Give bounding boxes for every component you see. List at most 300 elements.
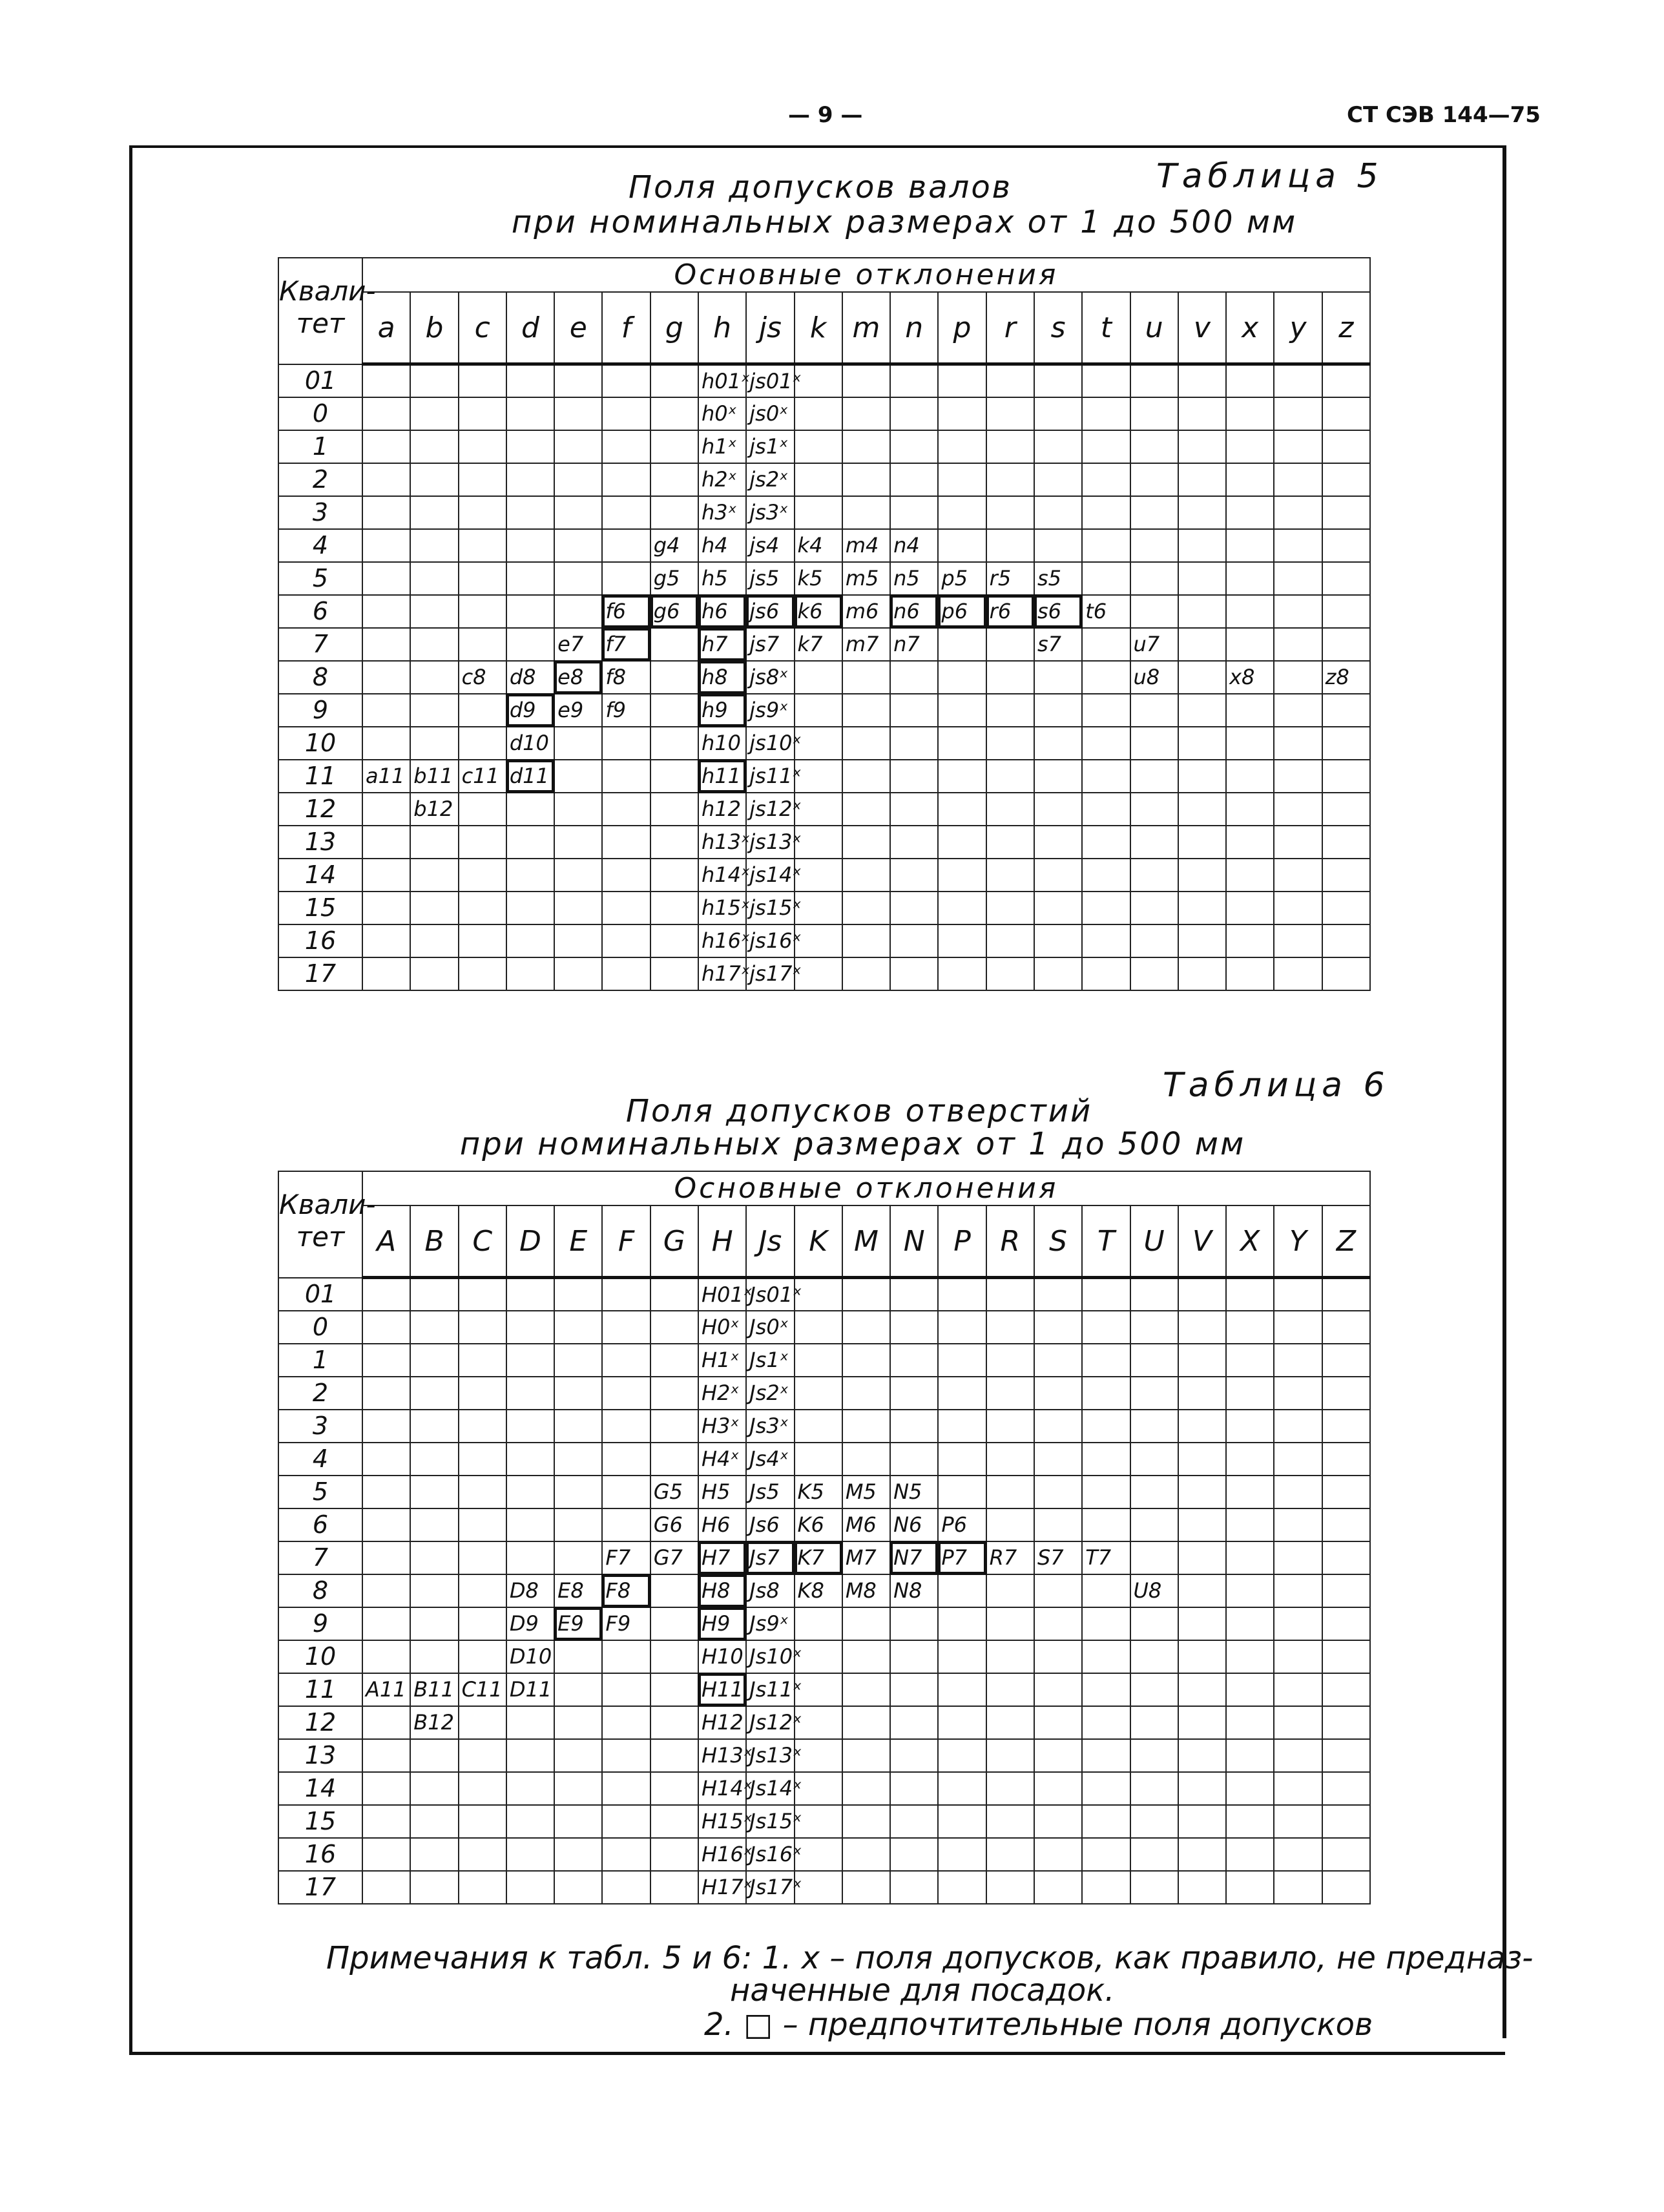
- tolerance-cell: [1274, 1377, 1322, 1410]
- tolerance-cell: [506, 1311, 554, 1344]
- table-row: [278, 496, 1370, 529]
- table5-title-line1: Поля допусков валов: [629, 169, 1012, 205]
- tolerance-cell: [602, 892, 650, 924]
- table-row: [278, 529, 1370, 562]
- tolerance-cell: [410, 1871, 458, 1904]
- table6-quality-label: 13: [278, 1739, 362, 1772]
- tolerance-cell: [554, 1673, 602, 1706]
- tolerance-cell: D11: [506, 1673, 554, 1706]
- tolerance-cell: Js11ˣ: [746, 1673, 794, 1706]
- tolerance-cell: [602, 727, 650, 760]
- tolerance-cell: [410, 595, 458, 628]
- tolerance-cell: [459, 694, 506, 727]
- tolerance-cell: [1178, 529, 1226, 562]
- tolerance-cell: [1082, 1706, 1130, 1739]
- tolerance-cell: [1322, 1476, 1370, 1508]
- tolerance-cell: [459, 957, 506, 990]
- tolerance-cell: [795, 496, 842, 529]
- tolerance-cell: [1130, 957, 1178, 990]
- tolerance-cell: [1082, 1476, 1130, 1508]
- table5-deviation-header: h: [698, 292, 746, 364]
- frame-top: [129, 145, 1505, 148]
- tolerance-cell: [1034, 496, 1082, 529]
- tolerance-cell: s7: [1034, 628, 1082, 661]
- tolerance-cell: [938, 463, 986, 496]
- tolerance-cell: F8: [602, 1574, 650, 1607]
- tolerance-cell: [506, 1344, 554, 1377]
- tolerance-cell: Js7: [746, 1541, 794, 1574]
- tolerance-cell: [938, 1640, 986, 1673]
- tolerance-cell: h13ˣ: [698, 826, 746, 859]
- table6-quality-label: 12: [278, 1706, 362, 1739]
- tolerance-cell: js7: [746, 628, 794, 661]
- tolerance-cell: [842, 826, 890, 859]
- tolerance-cell: [1082, 661, 1130, 694]
- tolerance-cell: [362, 1871, 410, 1904]
- tolerance-cell: [1082, 1574, 1130, 1607]
- tolerance-cell: [459, 1871, 506, 1904]
- tolerance-cell: [938, 1673, 986, 1706]
- table6-deviation-header: H: [698, 1205, 746, 1278]
- tolerance-cell: [986, 859, 1034, 892]
- tolerance-cell: [602, 496, 650, 529]
- tolerance-cell: [506, 1410, 554, 1443]
- tolerance-cell: [506, 1443, 554, 1476]
- tolerance-cell: [459, 595, 506, 628]
- table6-quality-label: 7: [278, 1541, 362, 1574]
- tolerance-cell: [890, 463, 938, 496]
- tolerance-cell: [506, 1772, 554, 1805]
- tolerance-cell: [986, 397, 1034, 430]
- tolerance-cell: [554, 727, 602, 760]
- tolerance-cell: [554, 529, 602, 562]
- tolerance-cell: [410, 1838, 458, 1871]
- tolerance-cell: b11: [410, 760, 458, 793]
- tolerance-cell: [602, 1772, 650, 1805]
- tolerance-cell: [554, 1772, 602, 1805]
- tolerance-cell: [1322, 1640, 1370, 1673]
- tolerance-cell: [410, 1278, 458, 1311]
- tolerance-cell: m4: [842, 529, 890, 562]
- tolerance-cell: [842, 1838, 890, 1871]
- tolerance-cell: Js17ˣ: [746, 1871, 794, 1904]
- tolerance-cell: H01ˣ: [698, 1278, 746, 1311]
- tolerance-cell: [1274, 957, 1322, 990]
- tolerance-cell: [459, 562, 506, 595]
- tolerance-cell: [1034, 1772, 1082, 1805]
- tolerance-cell: [1274, 760, 1322, 793]
- tolerance-cell: js6: [746, 595, 794, 628]
- table-row: [278, 826, 1370, 859]
- tolerance-cell: [1130, 1706, 1178, 1739]
- table5-deviation-header: s: [1034, 292, 1082, 364]
- table5-quality-label: 01: [278, 364, 362, 397]
- tolerance-cell: [602, 1443, 650, 1476]
- tolerance-cell: [1034, 1640, 1082, 1673]
- tolerance-cell: c8: [459, 661, 506, 694]
- tolerance-cell: [410, 628, 458, 661]
- tolerance-cell: [1226, 463, 1274, 496]
- tolerance-cell: [986, 628, 1034, 661]
- tolerance-cell: [459, 1640, 506, 1673]
- table5-deviation-header: e: [554, 292, 602, 364]
- tolerance-cell: [1178, 760, 1226, 793]
- table6-quality-label: 9: [278, 1607, 362, 1640]
- tolerance-cell: [842, 364, 890, 397]
- table-row: [278, 364, 1370, 397]
- tolerance-cell: [410, 1443, 458, 1476]
- tolerance-cell: [1322, 1508, 1370, 1541]
- tolerance-cell: [554, 562, 602, 595]
- tolerance-cell: [842, 924, 890, 957]
- tolerance-cell: [1130, 727, 1178, 760]
- tolerance-cell: [1130, 562, 1178, 595]
- tolerance-cell: [1034, 529, 1082, 562]
- tolerance-cell: [1082, 430, 1130, 463]
- table6-quality-label: 4: [278, 1443, 362, 1476]
- tolerance-cell: [1034, 1278, 1082, 1311]
- tolerance-cell: [1130, 694, 1178, 727]
- tolerance-cell: [1274, 793, 1322, 826]
- tolerance-cell: [459, 727, 506, 760]
- tolerance-cell: h10: [698, 727, 746, 760]
- tolerance-cell: [1034, 397, 1082, 430]
- tolerance-cell: js10ˣ: [746, 727, 794, 760]
- tolerance-cell: [1034, 694, 1082, 727]
- tolerance-cell: [410, 397, 458, 430]
- tolerance-cell: H0ˣ: [698, 1311, 746, 1344]
- tolerance-cell: [1082, 529, 1130, 562]
- tolerance-cell: [1178, 628, 1226, 661]
- tolerance-cell: [842, 727, 890, 760]
- tolerance-cell: [362, 1508, 410, 1541]
- tolerance-cell: [1034, 924, 1082, 957]
- tolerance-cell: f6: [602, 595, 650, 628]
- tolerance-cell: [410, 1805, 458, 1838]
- tolerance-cell: [1178, 826, 1226, 859]
- tolerance-cell: [459, 1278, 506, 1311]
- tolerance-cell: [842, 1311, 890, 1344]
- tolerance-cell: [362, 1541, 410, 1574]
- tolerance-cell: [602, 793, 650, 826]
- tolerance-cell: n5: [890, 562, 938, 595]
- tolerance-cell: [890, 727, 938, 760]
- tolerance-cell: H4ˣ: [698, 1443, 746, 1476]
- tolerance-cell: [602, 397, 650, 430]
- tolerance-cell: [986, 1706, 1034, 1739]
- tolerance-cell: [1226, 1344, 1274, 1377]
- tolerance-cell: [986, 1311, 1034, 1344]
- tolerance-cell: [554, 1443, 602, 1476]
- tolerance-cell: [986, 1640, 1034, 1673]
- tolerance-cell: [986, 694, 1034, 727]
- tolerance-cell: [1034, 1443, 1082, 1476]
- tolerance-cell: [410, 364, 458, 397]
- tolerance-cell: [459, 628, 506, 661]
- tolerance-cell: [1034, 1739, 1082, 1772]
- tolerance-cell: [554, 430, 602, 463]
- tolerance-cell: [1274, 463, 1322, 496]
- tolerance-cell: [362, 892, 410, 924]
- tolerance-cell: u8: [1130, 661, 1178, 694]
- tolerance-cell: [1274, 1805, 1322, 1838]
- tolerance-cell: [986, 1344, 1034, 1377]
- table6-quality-label: 5: [278, 1476, 362, 1508]
- tolerance-cell: [986, 1838, 1034, 1871]
- tolerance-cell: [890, 1344, 938, 1377]
- tolerance-cell: [890, 1739, 938, 1772]
- table6-quality-label: 3: [278, 1410, 362, 1443]
- note-line3: 2. □ – предпочтительные поля допусков: [704, 2007, 1373, 2043]
- tolerance-cell: [554, 1377, 602, 1410]
- tolerance-cell: h9: [698, 694, 746, 727]
- table-row: [278, 397, 1370, 430]
- tolerance-cell: [459, 1772, 506, 1805]
- table-row: [278, 1838, 1370, 1871]
- tolerance-cell: [1226, 1739, 1274, 1772]
- table5-deviation-header: g: [650, 292, 698, 364]
- tolerance-cell: [1130, 826, 1178, 859]
- tolerance-cell: [1130, 859, 1178, 892]
- tolerance-cell: [1130, 1871, 1178, 1904]
- tolerance-cell: [1034, 1377, 1082, 1410]
- tolerance-cell: [1322, 892, 1370, 924]
- tolerance-cell: [890, 1443, 938, 1476]
- tolerance-cell: [938, 364, 986, 397]
- tolerance-cell: [410, 430, 458, 463]
- tolerance-cell: H12: [698, 1706, 746, 1739]
- tolerance-cell: [554, 1871, 602, 1904]
- tolerance-cell: [1034, 859, 1082, 892]
- tolerance-cell: [362, 1377, 410, 1410]
- tolerance-cell: [795, 1607, 842, 1640]
- table-row: [278, 1739, 1370, 1772]
- tolerance-cell: [842, 1673, 890, 1706]
- tolerance-cell: [1034, 661, 1082, 694]
- tolerance-cell: [1130, 1673, 1178, 1706]
- tolerance-cell: [795, 694, 842, 727]
- tolerance-cell: [1178, 957, 1226, 990]
- tolerance-cell: [938, 496, 986, 529]
- tolerance-cell: e8: [554, 661, 602, 694]
- tolerance-cell: [1034, 1574, 1082, 1607]
- tolerance-cell: [506, 1476, 554, 1508]
- tolerance-cell: [1322, 529, 1370, 562]
- tolerance-cell: [1130, 1772, 1178, 1805]
- tolerance-cell: m7: [842, 628, 890, 661]
- tolerance-cell: [938, 1278, 986, 1311]
- table-row: [278, 1607, 1370, 1640]
- tolerance-cell: [410, 1410, 458, 1443]
- table-row: [278, 1377, 1370, 1410]
- tolerance-cell: [1226, 1640, 1274, 1673]
- tolerance-cell: [459, 1607, 506, 1640]
- tolerance-cell: [362, 661, 410, 694]
- tolerance-cell: [1178, 694, 1226, 727]
- tolerance-cell: [1034, 793, 1082, 826]
- tolerance-cell: [554, 1508, 602, 1541]
- tolerance-cell: K7: [795, 1541, 842, 1574]
- tolerance-cell: [362, 924, 410, 957]
- tolerance-cell: [1178, 1508, 1226, 1541]
- table5: [278, 257, 1371, 991]
- table5-quality-label: 0: [278, 397, 362, 430]
- tolerance-cell: [362, 595, 410, 628]
- table6-deviation-header: Y: [1274, 1205, 1322, 1278]
- tolerance-cell: [986, 957, 1034, 990]
- tolerance-cell: [1082, 694, 1130, 727]
- tolerance-cell: [1178, 661, 1226, 694]
- tolerance-cell: [986, 1805, 1034, 1838]
- tolerance-cell: [986, 364, 1034, 397]
- table6-deviation-header: K: [795, 1205, 842, 1278]
- tolerance-cell: N6: [890, 1508, 938, 1541]
- tolerance-cell: [554, 793, 602, 826]
- tolerance-cell: [1322, 1574, 1370, 1607]
- table5-group-header: Основные отклонения: [362, 258, 1370, 292]
- tolerance-cell: [986, 1574, 1034, 1607]
- tolerance-cell: Js01ˣ: [746, 1278, 794, 1311]
- tolerance-cell: [1034, 1871, 1082, 1904]
- tolerance-cell: [890, 397, 938, 430]
- tolerance-cell: [362, 694, 410, 727]
- tolerance-cell: [459, 1508, 506, 1541]
- tolerance-cell: [986, 793, 1034, 826]
- tolerance-cell: [986, 1377, 1034, 1410]
- tolerance-cell: h8: [698, 661, 746, 694]
- tolerance-cell: [842, 793, 890, 826]
- tolerance-cell: [1034, 1607, 1082, 1640]
- tolerance-cell: [602, 1673, 650, 1706]
- tolerance-cell: [1226, 1377, 1274, 1410]
- tolerance-cell: Js14ˣ: [746, 1772, 794, 1805]
- tolerance-cell: [842, 1443, 890, 1476]
- tolerance-cell: [362, 957, 410, 990]
- tolerance-cell: [1274, 892, 1322, 924]
- tolerance-cell: P6: [938, 1508, 986, 1541]
- table-row: [278, 1574, 1370, 1607]
- tolerance-cell: [938, 1706, 986, 1739]
- tolerance-cell: [1226, 1410, 1274, 1443]
- tolerance-cell: [1034, 1410, 1082, 1443]
- tolerance-cell: [938, 1607, 986, 1640]
- table5-deviation-header: k: [795, 292, 842, 364]
- tolerance-cell: H10: [698, 1640, 746, 1673]
- tolerance-cell: [1178, 1871, 1226, 1904]
- table6-deviation-header: D: [506, 1205, 554, 1278]
- tolerance-cell: [986, 892, 1034, 924]
- tolerance-cell: [554, 760, 602, 793]
- tolerance-cell: [410, 463, 458, 496]
- table6-deviation-header: Z: [1322, 1205, 1370, 1278]
- table-row: [278, 628, 1370, 661]
- tolerance-cell: [602, 1410, 650, 1443]
- tolerance-cell: [1082, 727, 1130, 760]
- tolerance-cell: [554, 826, 602, 859]
- tolerance-cell: [410, 892, 458, 924]
- tolerance-cell: [650, 628, 698, 661]
- tolerance-cell: [986, 1508, 1034, 1541]
- tolerance-cell: g5: [650, 562, 698, 595]
- tolerance-cell: [1274, 924, 1322, 957]
- tolerance-cell: [842, 496, 890, 529]
- tolerance-cell: [506, 628, 554, 661]
- tolerance-cell: [459, 1838, 506, 1871]
- tolerance-cell: H5: [698, 1476, 746, 1508]
- tolerance-cell: [650, 1805, 698, 1838]
- tolerance-cell: [1322, 760, 1370, 793]
- table-row: [278, 760, 1370, 793]
- tolerance-cell: H1ˣ: [698, 1344, 746, 1377]
- tolerance-cell: js4: [746, 529, 794, 562]
- tolerance-cell: [1226, 1805, 1274, 1838]
- table5-deviation-header: r: [986, 292, 1034, 364]
- tolerance-cell: [1130, 397, 1178, 430]
- tolerance-cell: [1178, 562, 1226, 595]
- tolerance-cell: p6: [938, 595, 986, 628]
- tolerance-cell: [890, 1410, 938, 1443]
- tolerance-cell: [1226, 496, 1274, 529]
- tolerance-cell: [602, 859, 650, 892]
- table6-deviation-header: M: [842, 1205, 890, 1278]
- table-row: [278, 562, 1370, 595]
- tolerance-cell: [1082, 1805, 1130, 1838]
- table6-quality-label: 10: [278, 1640, 362, 1673]
- tolerance-cell: [842, 1410, 890, 1443]
- tolerance-cell: [1226, 1476, 1274, 1508]
- tolerance-cell: [362, 859, 410, 892]
- tolerance-cell: [362, 463, 410, 496]
- tolerance-cell: N7: [890, 1541, 938, 1574]
- tolerance-cell: C11: [459, 1673, 506, 1706]
- tolerance-cell: [1082, 496, 1130, 529]
- tolerance-cell: e9: [554, 694, 602, 727]
- tolerance-cell: Js6: [746, 1508, 794, 1541]
- table-row: [278, 661, 1370, 694]
- tolerance-cell: z8: [1322, 661, 1370, 694]
- table6-deviation-header: R: [986, 1205, 1034, 1278]
- tolerance-cell: [506, 793, 554, 826]
- tolerance-cell: E9: [554, 1607, 602, 1640]
- tolerance-cell: [362, 1706, 410, 1739]
- tolerance-cell: [1178, 463, 1226, 496]
- tolerance-cell: [459, 859, 506, 892]
- tolerance-cell: [506, 397, 554, 430]
- table-row: [278, 595, 1370, 628]
- tolerance-cell: [938, 1838, 986, 1871]
- tolerance-cell: a11: [362, 760, 410, 793]
- tolerance-cell: [650, 760, 698, 793]
- tolerance-cell: [842, 694, 890, 727]
- table5-quality-label: 1: [278, 430, 362, 463]
- tolerance-cell: H2ˣ: [698, 1377, 746, 1410]
- table6-quality-label: 6: [278, 1508, 362, 1541]
- table6-quality-label: 2: [278, 1377, 362, 1410]
- tolerance-cell: [986, 661, 1034, 694]
- tolerance-cell: [1082, 793, 1130, 826]
- tolerance-cell: [1322, 595, 1370, 628]
- tolerance-cell: [554, 1706, 602, 1739]
- table-row: [278, 924, 1370, 957]
- tolerance-cell: [1130, 1377, 1178, 1410]
- tolerance-cell: [506, 1377, 554, 1410]
- table6-group-header: Основные отклонения: [362, 1171, 1370, 1205]
- tolerance-cell: [1082, 957, 1130, 990]
- tolerance-cell: k4: [795, 529, 842, 562]
- tolerance-cell: [842, 661, 890, 694]
- tolerance-cell: [842, 892, 890, 924]
- tolerance-cell: [1274, 628, 1322, 661]
